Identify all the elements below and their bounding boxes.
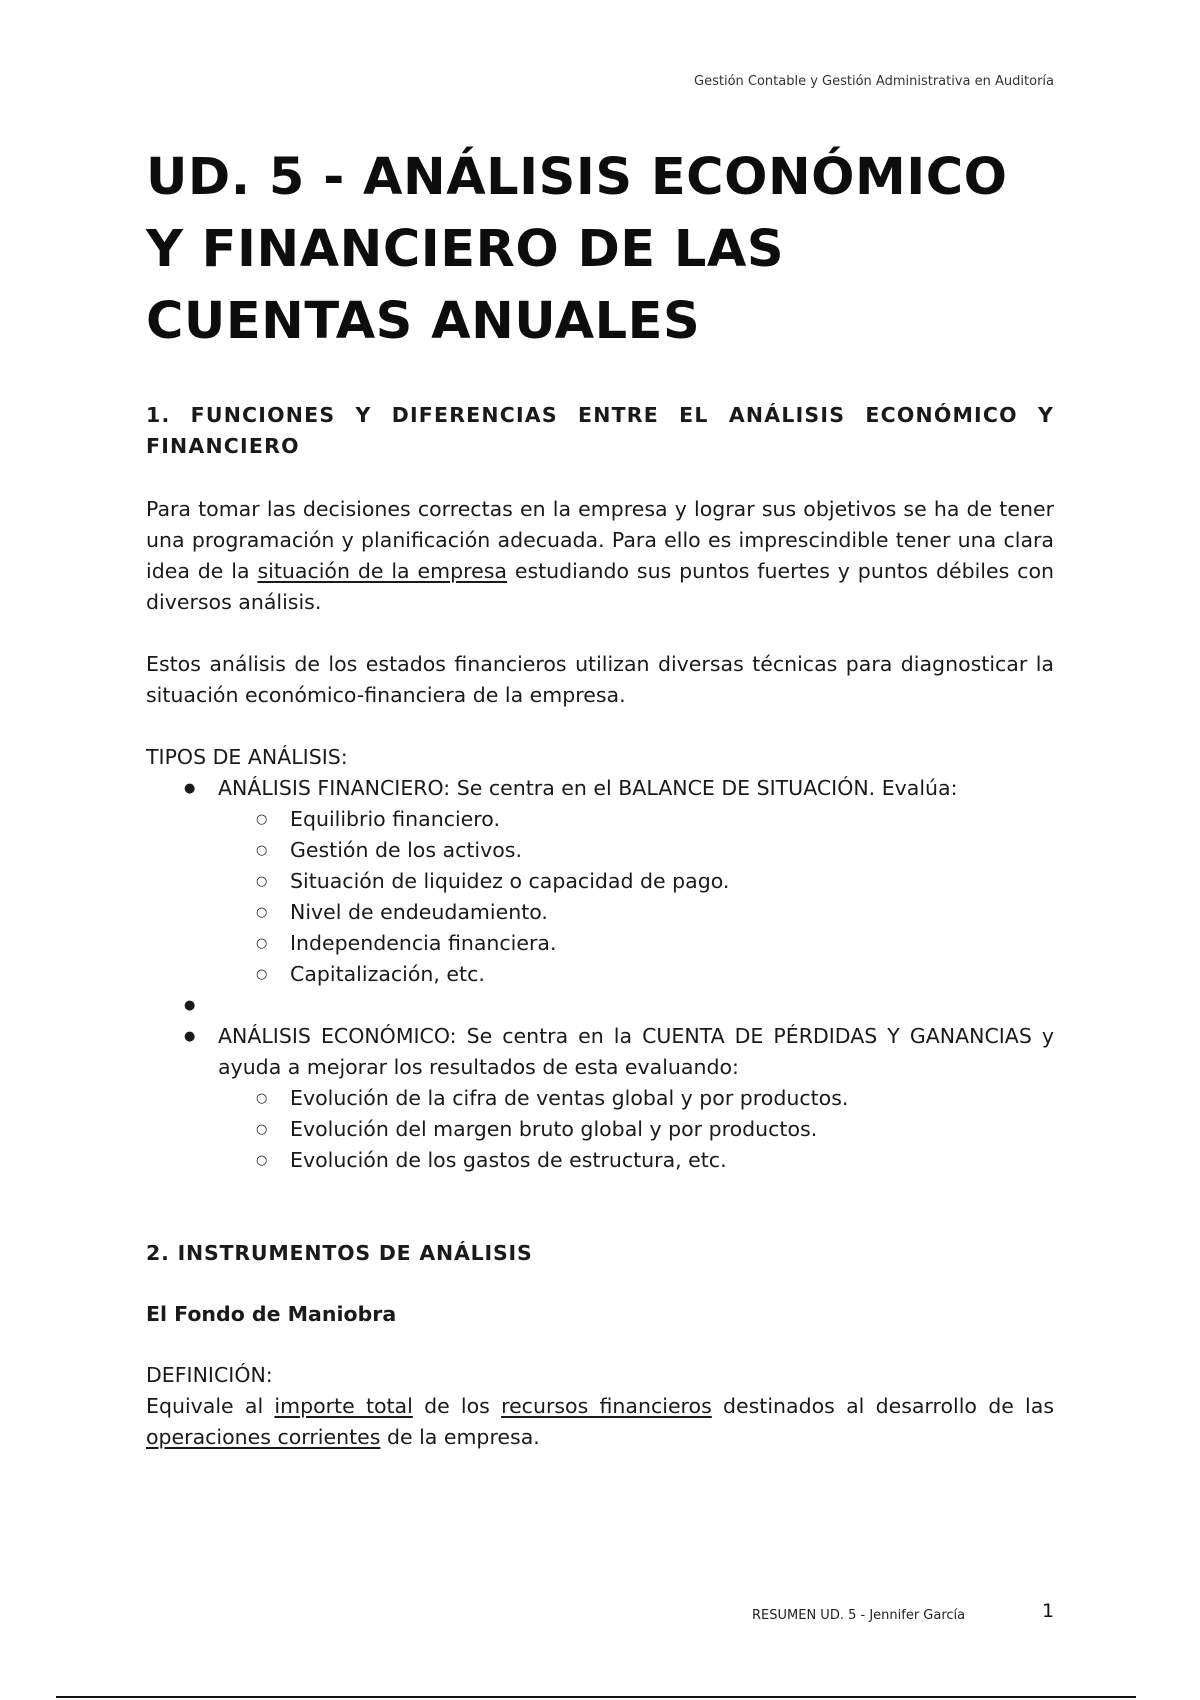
list-item: ○ Capitalización, etc. <box>218 959 1054 990</box>
analysis-types-label: TIPOS DE ANÁLISIS: <box>146 745 348 769</box>
list-item: ○ Independencia financiera. <box>218 928 1054 959</box>
empty-list-item <box>146 990 1054 1021</box>
title-line-1: UD. 5 - ANÁLISIS ECONÓMICO <box>146 148 1008 207</box>
list-item: ○ Evolución de los gastos de estructura, etc. <box>218 1145 1054 1176</box>
intro-text-end: estudiando sus puntos fuertes y puntos débiles con diversos análisis. <box>146 559 1054 614</box>
financial-evaluation-list <box>218 804 1054 990</box>
fondo-maniobra-heading: El Fondo de Maniobra <box>146 1302 397 1326</box>
definition-label: DEFINICIÓN: <box>146 1363 273 1387</box>
list-item: ○ Evolución de la cifra de ventas global y por productos. <box>218 1083 1054 1114</box>
list-item: ○ Nivel de endeudamiento. <box>218 897 1054 928</box>
running-header: Gestión Contable y Gestión Administrativa en Auditoría <box>694 74 1054 89</box>
economic-analysis-item <box>146 1021 1054 1176</box>
definition-text: de la empresa. <box>380 1425 540 1449</box>
definition-text: de los <box>412 1394 502 1418</box>
list-item: ○ Equilibrio financiero. <box>218 804 1054 835</box>
financial-analysis-text: ANÁLISIS FINANCIERO: Se centra en el BALANCE DE SITUACIÓN. Evalúa: <box>218 776 958 800</box>
title-line-3: CUENTAS ANUALES <box>146 292 701 351</box>
definition-underlined-recursos: recursos financieros <box>501 1394 712 1418</box>
document-body <box>146 400 1054 1484</box>
economic-analysis-text: ANÁLISIS ECONÓMICO: Se centra en la CUENTA DE PÉRDIDAS Y GANANCIAS y ayuda a mejorar los resultados de esta evaluando: <box>218 1024 1054 1079</box>
intro-text-start: Para tomar las decisiones correctas en la empresa y lograr sus objetivos se ha de tener una programación y planificación adecuada. Para ello es imprescindible tener una clara idea de la <box>146 497 1054 583</box>
bottom-divider <box>56 1696 1136 1698</box>
section-1-heading: 1. FUNCIONES Y DIFERENCIAS ENTRE EL ANÁLISIS ECONÓMICO Y FINANCIERO <box>146 403 1054 458</box>
definition-paragraph <box>146 1391 1054 1453</box>
definition-text: Equivale al <box>146 1394 275 1418</box>
title-line-2: Y FINANCIERO DE LAS <box>146 220 785 279</box>
list-item: ○ Situación de liquidez o capacidad de pago. <box>218 866 1054 897</box>
definition-underlined-operaciones: operaciones corrientes <box>146 1425 381 1449</box>
page-number: 1 <box>1042 1600 1055 1622</box>
document-title <box>146 142 1066 358</box>
intro-underlined-text: situación de la empresa <box>257 559 507 583</box>
financial-analysis-item <box>146 773 1054 990</box>
definition-underlined-importe: importe total <box>274 1394 413 1418</box>
intro-paragraph <box>146 494 1054 618</box>
section-2-heading: 2. INSTRUMENTOS DE ANÁLISIS <box>146 1241 533 1265</box>
list-item: ○ Gestión de los activos. <box>218 835 1054 866</box>
analysis-types-list <box>146 773 1054 1176</box>
list-item: ○ Evolución del margen bruto global y por productos. <box>218 1114 1054 1145</box>
footer-text: RESUMEN UD. 5 - Jennifer García <box>752 1608 966 1623</box>
economic-evaluation-list <box>218 1083 1054 1176</box>
definition-text: destinados al desarrollo de las <box>711 1394 1054 1418</box>
analysis-paragraph: Estos análisis de los estados financieros utilizan diversas técnicas para diagnosticar la situación económico-financiera de la empresa. <box>146 652 1054 707</box>
